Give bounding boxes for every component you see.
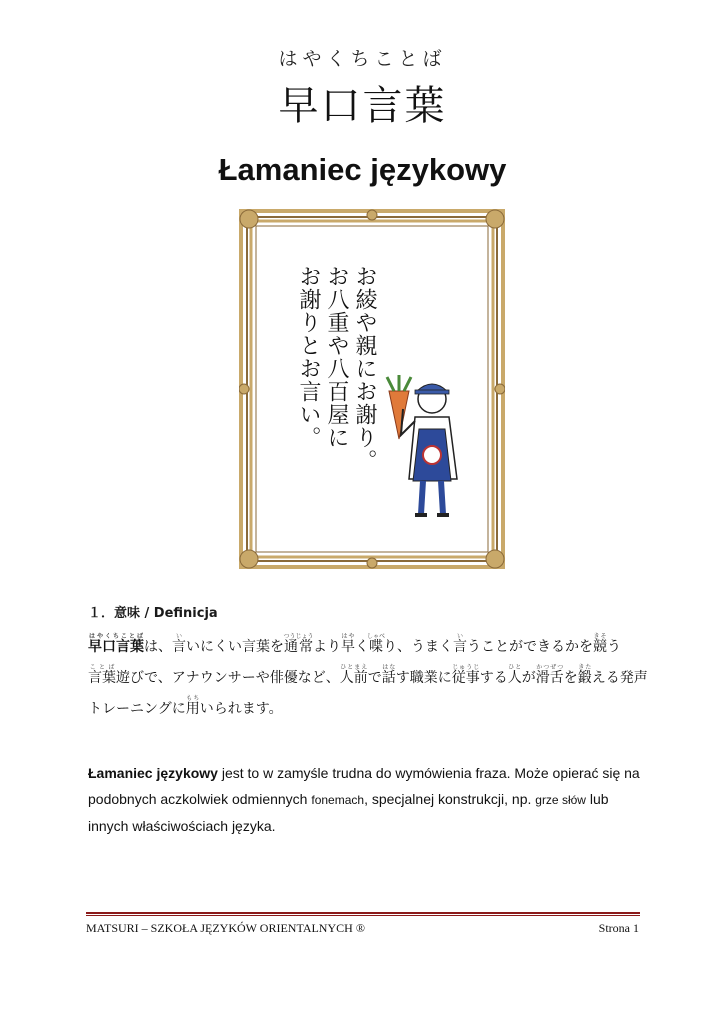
text-segment: を [563,670,578,686]
footer-divider [86,915,640,916]
definition-text: grze słów [535,793,586,807]
furigana: ことば [88,664,116,671]
verse-line: お謝りとお言い。 [296,265,321,449]
furigana: ひと [507,664,522,671]
shopkeeper-figure [387,375,457,515]
ruby-word: 競きそ [593,633,608,655]
section-heading: １．意味 / Definicja [88,606,218,621]
furigana: つうじょう [283,633,314,640]
footer-page-number: Strona 1 [598,921,639,935]
title-japanese: 早口言葉 [278,83,447,129]
ruby-word: 鍛きた [577,664,592,686]
text-segment: が [521,670,536,686]
ruby-word: 用もち [185,695,200,717]
ruby-word: 話はな [381,664,396,686]
furigana: い [453,633,467,640]
furigana: かつぜつ [535,664,564,671]
tongue-twister-text [288,265,378,505]
furigana: きそ [593,633,607,640]
definition-text: lub innych właściwościach języka. [88,791,609,834]
ruby-word: 人ひと [507,664,522,686]
text-segment: で [367,670,382,686]
ruby-word: 言葉ことば [88,664,116,686]
title-furigana: はやくちことば [278,48,447,70]
definition-text: , specjalnej konstrukcji, np. [364,791,536,807]
ruby-word: 通常つうじょう [283,633,314,655]
text-segment: は、 [144,639,172,655]
japanese-definition [88,632,648,725]
polish-definition [88,760,648,839]
text-segment: す職業に [395,670,452,686]
text-segment: する [479,670,508,686]
text-segment: より [313,639,342,655]
ruby-word: 早はや [341,633,356,655]
text-segment: 遊びで、アナウンサーや俳優など、 [116,670,340,686]
footer-divider [86,912,640,914]
text-segment: いにくい言葉を [186,639,284,655]
furigana: しゃべ [367,633,386,640]
verse-line: お八重や八百屋に [324,265,349,449]
definition-text: jest to w zamyśle trudna do wymówienia fraza. Może opierać się na podobnych aczkolwiek odmiennych [88,765,640,807]
text-segment: り、うまく [383,639,454,655]
ruby-word: 喋しゃべ [367,633,386,655]
verse-line: お綾や親にお謝り。 [352,265,377,472]
text-segment: える発声トレーニングに [88,670,648,717]
furigana: はや [341,633,355,640]
furigana: はやくちことば [88,633,144,640]
furigana: きた [577,664,592,671]
ruby-word: 従事じゅうじ [451,664,480,686]
term-bold: Łamaniec językowy [88,765,218,781]
ruby-word: 早口言葉はやくちことば [88,633,144,655]
footer-school-name: MATSURI – SZKOŁA JĘZYKÓW ORIENTALNYCH ® [86,921,365,935]
ruby-word: 言い [172,633,186,655]
text-segment: く [355,639,370,655]
ruby-word: 滑舌かつぜつ [535,664,564,686]
furigana: はな [381,664,396,671]
definition-text: fonemach [311,793,365,807]
furigana: ひとまえ [339,664,368,671]
ruby-word: 人前ひとまえ [339,664,368,686]
text-segment: う [607,639,622,655]
furigana: もち [185,695,200,702]
furigana: じゅうじ [451,664,480,671]
text-segment: うことができるかを [467,639,594,655]
furigana: い [172,633,186,640]
text-segment: いられます。 [199,701,283,717]
title-polish: Łamaniec językowy [218,152,507,187]
ruby-word: 言い [453,633,468,655]
